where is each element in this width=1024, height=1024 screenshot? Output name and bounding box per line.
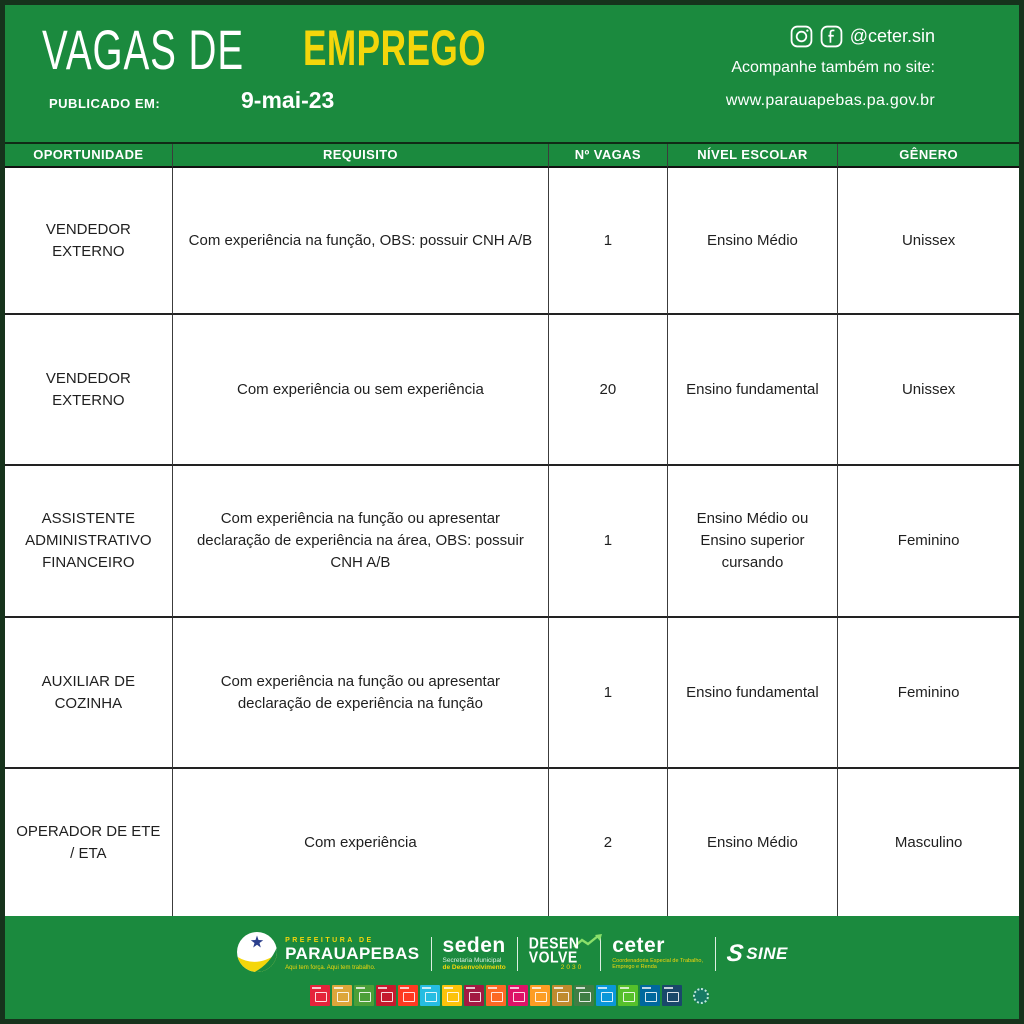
sdg-tile-icon [530, 985, 550, 1006]
job-education: Ensino Médio ou Ensino superior cursando [668, 466, 839, 618]
sdg-strip [310, 985, 682, 1006]
job-title: VENDEDOR EXTERNO [5, 168, 173, 315]
website-link[interactable]: www.parauapebas.pa.gov.br [725, 92, 935, 109]
job-title: ASSISTENTE ADMINISTRATIVO FINANCEIRO [5, 466, 173, 618]
desenvolve-line2: VOLVE [528, 947, 578, 966]
column-header-nivel-escolar: NÍVEL ESCOLAR [668, 144, 839, 168]
job-education: Ensino Médio [668, 769, 839, 918]
sine-logo [727, 942, 788, 966]
job-title: OPERADOR DE ETE / ETA [5, 769, 173, 918]
prefeitura-label: PREFEITURA DE [285, 937, 374, 944]
desenvolve-year: 2030 [560, 963, 584, 971]
job-gender: Unissex [838, 168, 1019, 315]
seden-logo [442, 933, 506, 972]
sdg-tile-icon [508, 985, 528, 1006]
parauapebas-emblem-icon [236, 931, 278, 978]
sine-s-icon: S [725, 940, 746, 967]
page-title: VAGAS DE [42, 19, 245, 82]
seden-name: seden [442, 933, 506, 957]
sdg-tile-icon [310, 985, 330, 1006]
job-requirement: Com experiência na função, OBS: possuir CNH A/B [173, 168, 549, 315]
job-requirement: Com experiência na função ou apresentar declaração de experiência na função [173, 618, 549, 769]
sdg-tile-icon [662, 985, 682, 1006]
sdg-row [310, 985, 714, 1007]
job-openings: 1 [549, 466, 667, 618]
divider [517, 937, 518, 971]
sdg-tile-icon [618, 985, 638, 1006]
job-gender: Masculino [838, 769, 1019, 918]
jobs-table [5, 142, 1019, 916]
job-education: Ensino fundamental [668, 618, 839, 769]
desenvolve-line1: DESEN [528, 933, 580, 953]
seden-subtitle: Secretaria Municipal [442, 957, 502, 965]
prefeitura-tagline: Aqui tem força. Aqui tem trabalho. [285, 965, 376, 971]
job-openings: 1 [549, 618, 667, 769]
sdg-tile-icon [464, 985, 484, 1006]
column-header-genero: GÊNERO [838, 144, 1019, 168]
column-header-vagas: Nº VAGAS [549, 144, 667, 168]
job-openings: 2 [549, 769, 667, 918]
job-openings: 20 [549, 315, 667, 466]
job-requirement: Com experiência na função ou apresentar declaração de experiência na área, OBS: possuir CNH A/B [173, 466, 549, 618]
column-header-oportunidade: OPORTUNIDADE [5, 144, 173, 168]
sdg-tile-icon [420, 985, 440, 1006]
logos-row [236, 931, 788, 978]
sdg-tile-icon [332, 985, 352, 1006]
social-caption: Acompanhe também no site: [731, 59, 935, 76]
instagram-icon[interactable] [790, 25, 813, 48]
ods-emblem-icon [688, 985, 714, 1007]
published-label: PUBLICADO EM: [49, 96, 161, 111]
job-requirement: Com experiência [173, 769, 549, 918]
footer [5, 916, 1019, 1019]
column-header-requisito: REQUISITO [173, 144, 549, 168]
sdg-tile-icon [442, 985, 462, 1006]
social-block [726, 25, 935, 110]
sdg-tile-icon [574, 985, 594, 1006]
job-education: Ensino Médio [668, 168, 839, 315]
prefeitura-name: PARAUAPEBAS [285, 944, 420, 963]
ceter-subtitle: Coordenadoria Especial de Trabalho, Emprego e Renda [612, 957, 704, 971]
sdg-tile-icon [376, 985, 396, 1006]
job-gender: Unissex [838, 315, 1019, 466]
social-handle[interactable]: @ceter.sin [849, 26, 935, 46]
sdg-tile-icon [354, 985, 374, 1006]
sdg-tile-icon [552, 985, 572, 1006]
published-date: 9-mai-23 [241, 87, 335, 113]
job-gender: Feminino [838, 618, 1019, 769]
desenvolve-logo [528, 933, 589, 971]
job-gender: Feminino [838, 466, 1019, 618]
sine-name: SINE [746, 944, 788, 963]
sdg-tile-icon [398, 985, 418, 1006]
job-openings: 1 [549, 168, 667, 315]
seden-subtitle-2: de Desenvolvimento [442, 964, 506, 972]
ceter-logo [612, 933, 704, 972]
parauapebas-logo [236, 931, 419, 978]
page-title-highlight: EMPREGO [303, 21, 487, 76]
job-title: VENDEDOR EXTERNO [5, 315, 173, 466]
banner [5, 5, 1019, 142]
facebook-icon[interactable] [820, 25, 843, 48]
job-requirement: Com experiência ou sem experiência [173, 315, 549, 466]
sdg-tile-icon [596, 985, 616, 1006]
divider [431, 937, 432, 971]
divider [715, 937, 716, 971]
job-title: AUXILIAR DE COZINHA [5, 618, 173, 769]
sdg-tile-icon [640, 985, 660, 1006]
job-education: Ensino fundamental [668, 315, 839, 466]
sdg-tile-icon [486, 985, 506, 1006]
ceter-name: ceter [612, 933, 665, 957]
